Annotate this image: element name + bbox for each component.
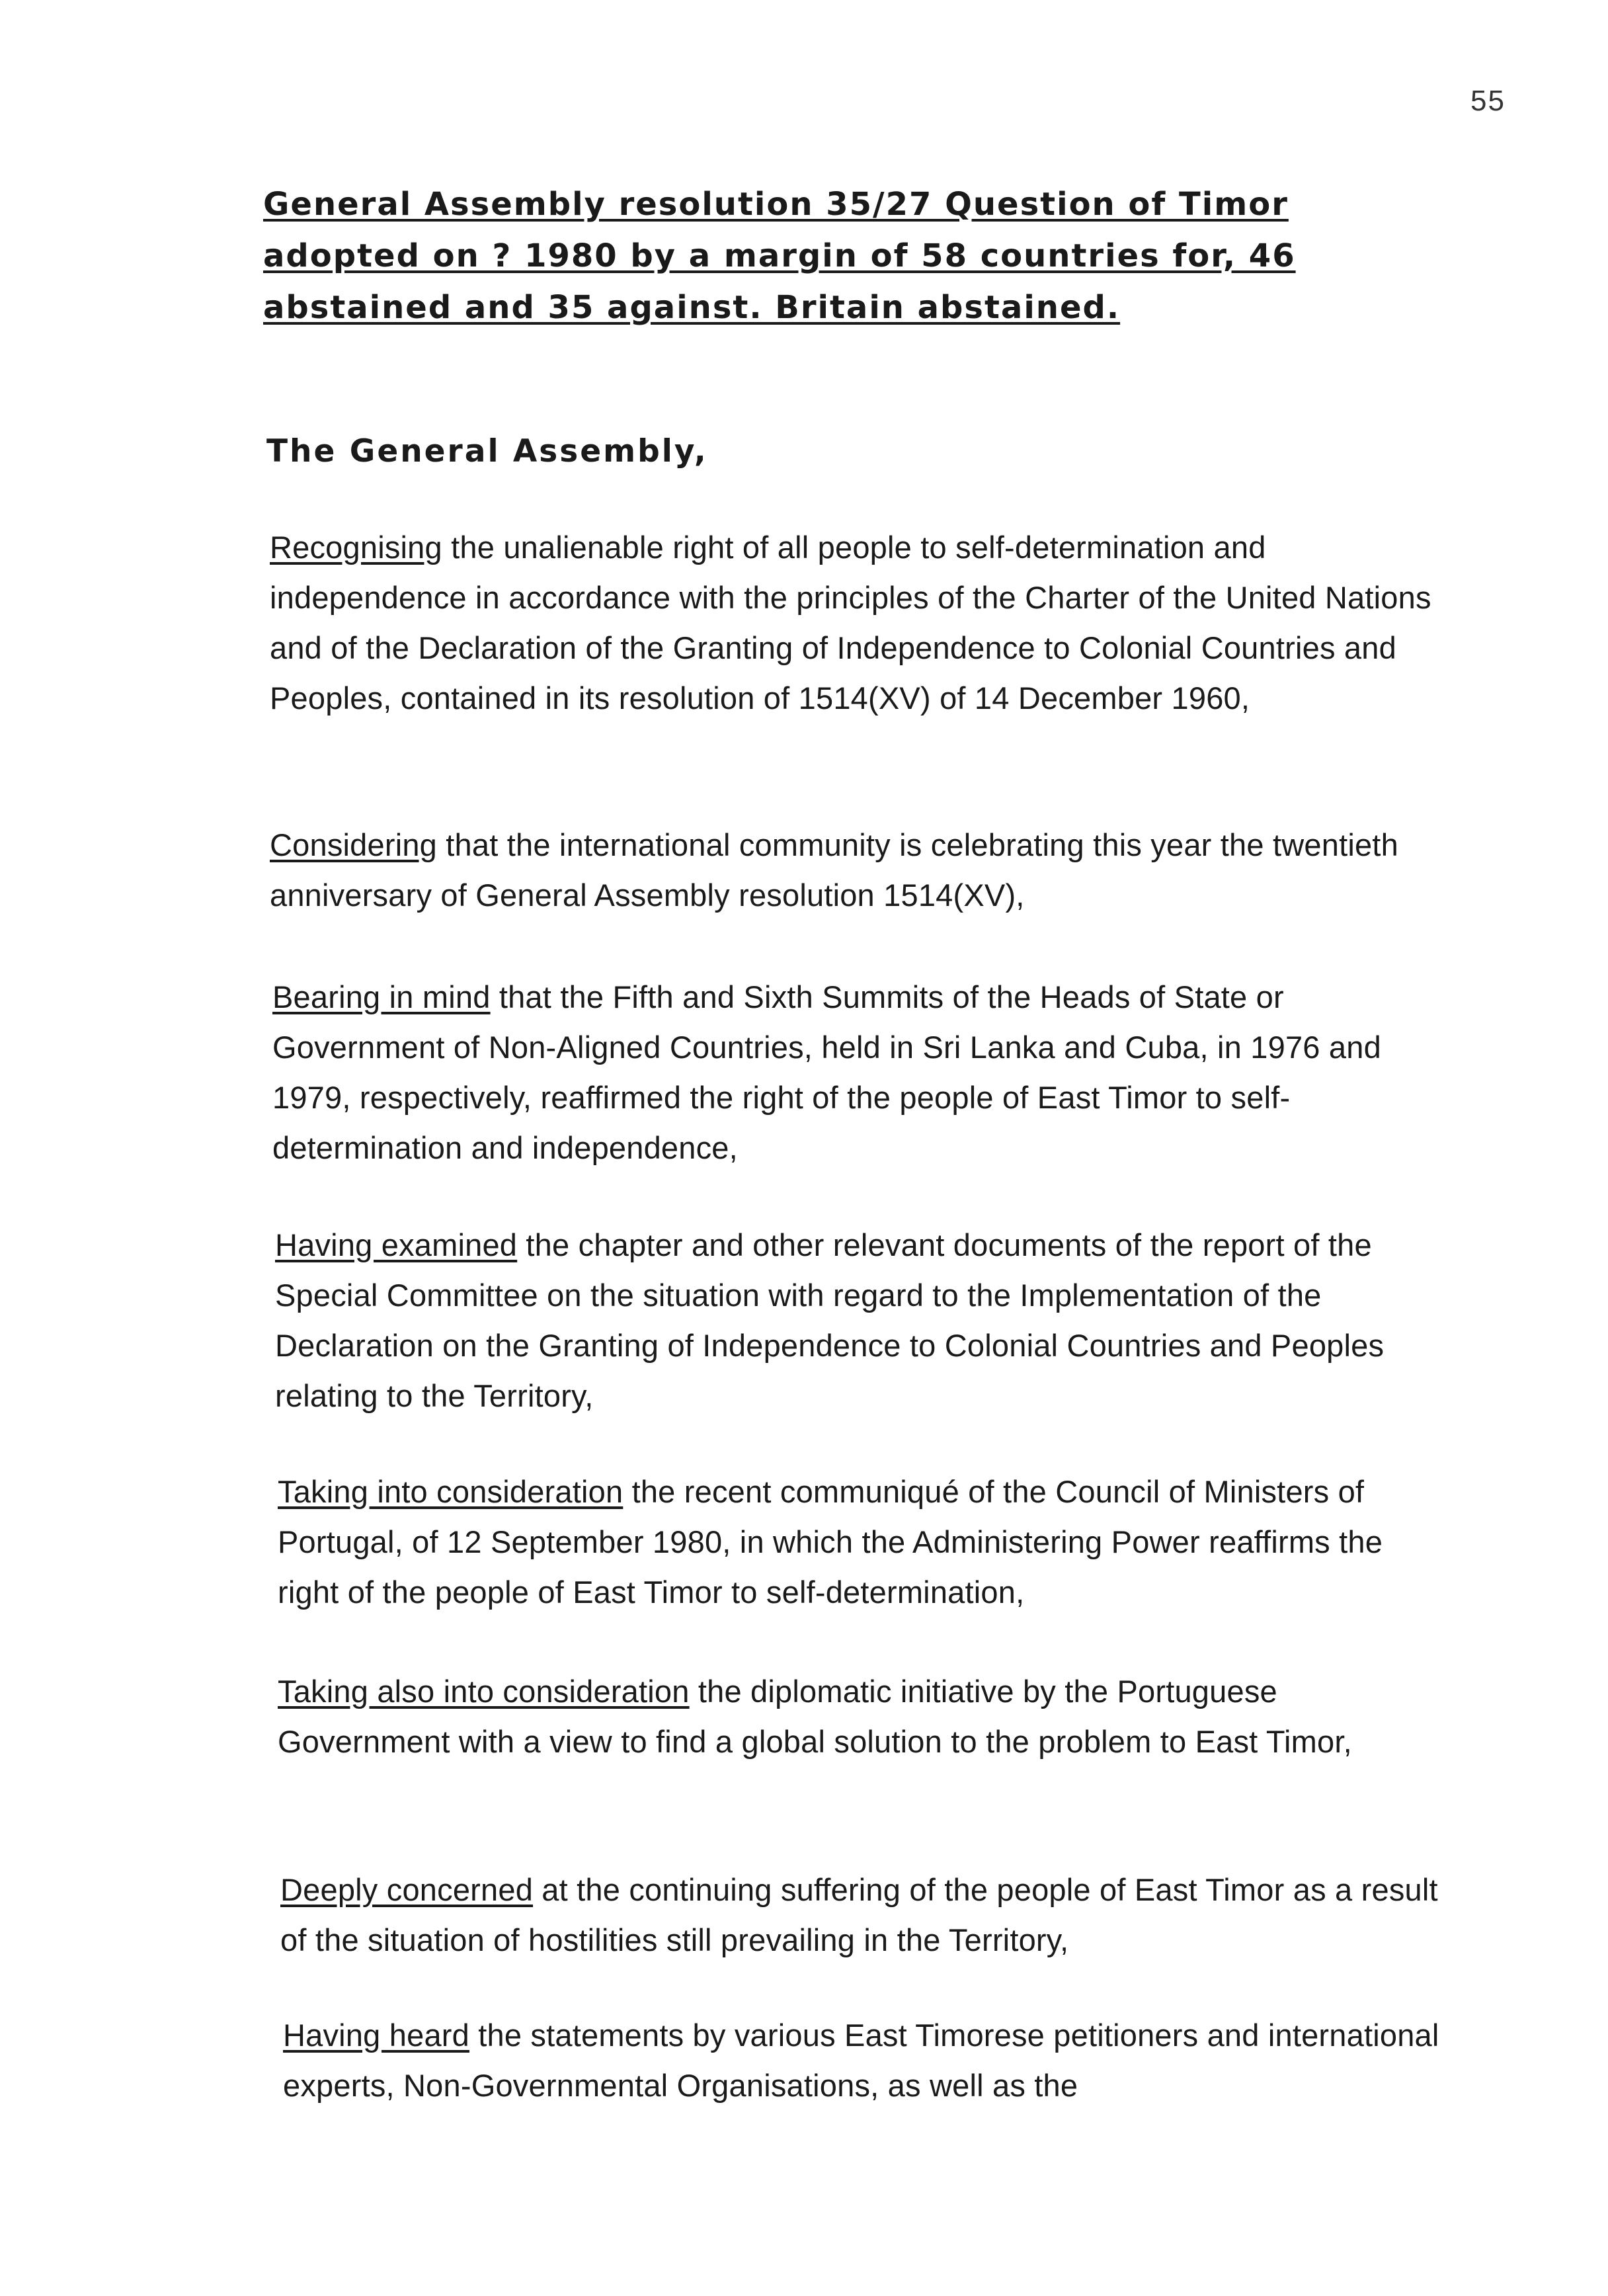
paragraph-text: that the Fifth and Sixth Summits of the Heads of State or Government of Non-Aligned Countries, held in Sri Lanka and Cuba, in 1976 and 1979, respectively, reaffirmed the right of the people of East Timor to self-determination and independence, — [272, 979, 1381, 1165]
paragraph-lead: Having heard — [283, 2018, 469, 2053]
paragraph-bearing-in-mind — [272, 972, 1436, 1173]
paragraph-text: the unalienable right of all people to self-determination and independence in accordance with the principles of the Charter of the United Nations and of the Declaration of the Granting of Independence to Colonial Countries and Peoples, contained in its resolution of 1514(XV) of 14 December 1960, — [270, 530, 1431, 716]
paragraph-text: that the international community is celebrating this year the twentieth anniversary of General Assembly resolution 1514(XV), — [270, 827, 1398, 913]
paragraph-lead: Having examined — [275, 1227, 518, 1262]
paragraph-taking-into-consideration — [278, 1467, 1441, 1618]
paragraph-text: the recent communiqué of the Council of Ministers of Portugal, of 12 September 1980, in which the Administering Power reaffirms the right of the people of East Timor to self-determination, — [278, 1474, 1383, 1610]
paragraph-text: at the continuing suffering of the people of East Timor as a result of the situation of hostilities still prevailing in the Territory, — [280, 1872, 1438, 1957]
paragraph-lead: Recognising — [270, 530, 442, 565]
paragraph-lead: Deeply concerned — [280, 1872, 534, 1907]
paragraph-lead: Bearing in mind — [272, 979, 491, 1014]
document-title: General Assembly resolution 35/27 Question of Timor adopted on ? 1980 by a margin of 58 countries for, 46 abstained and 35 against. Britain abstained. — [263, 186, 1296, 326]
paragraph-having-heard — [283, 2010, 1447, 2111]
paragraph-lead: Considering — [270, 827, 438, 862]
paragraph-considering — [270, 820, 1433, 921]
paragraph-taking-also-into-consideration — [278, 1666, 1441, 1767]
paragraph-text: the diplomatic initiative by the Portuguese Government with a view to find a global solution to the problem to East Timor, — [278, 1674, 1352, 1759]
paragraph-having-examined — [275, 1220, 1439, 1421]
paragraph-text: the statements by various East Timorese petitioners and international experts, Non-Governmental Organisations, as well as the — [283, 2018, 1439, 2103]
paragraph-lead: Taking into consideration — [278, 1474, 623, 1509]
page-number: 55 — [1470, 85, 1506, 117]
paragraph-lead: Taking also into consideration — [278, 1674, 690, 1709]
paragraph-recognising — [270, 522, 1433, 723]
paragraph-deeply-concerned — [280, 1865, 1444, 1965]
section-heading: The General Assembly, — [266, 433, 708, 470]
paragraph-text: the chapter and other relevant documents of the report of the Special Committee on the situation with regard to the Implementation of the Declaration on the Granting of Independence to Colonial Countries and Peoples relating to the Territory, — [275, 1227, 1385, 1413]
